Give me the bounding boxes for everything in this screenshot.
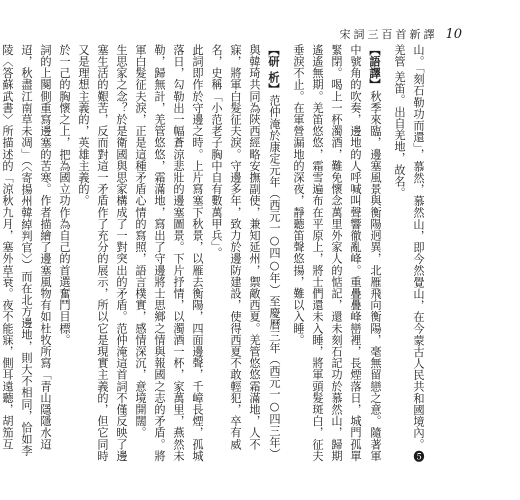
translation-label: 【語譯】 bbox=[368, 44, 382, 91]
running-header bbox=[339, 26, 462, 42]
page-number: 10 bbox=[445, 27, 462, 42]
text-body bbox=[1, 44, 428, 464]
footnote-continuation: 山。「刻石勒功而還」，慕然，慕然山，即今然覺山，在今蒙古人民共和國境內。❺羌管 羌笛。出自羌地，故名。 bbox=[393, 44, 425, 462]
analysis-paragraph: 詞的上闋側重寫邊塞的苦寒。作者描繪了邊塞風物有如杜牧所寫「青山隱隱水迢迢，秋盡江南草未凋」（〈寄揚州韓綽判官〉）而在北方邊地，則大不相同，恰如李陵〈答蘇武書〉所描述的「涼秋九月，塞外草衰。夜不能寐，側耳遠聽，胡笳互 bbox=[1, 44, 52, 457]
analysis-paragraph: 於一己的胸懷之上，把為國立功作為自己的首選奮鬥目標。 bbox=[58, 44, 71, 346]
analysis-paragraph: 此詞即作於守邊之時。上片寫塞下秋景，以雁去衡陽，四面邊聲，千嶂長煙，孤城落日，勾勒出一幅蒼涼悲壯的邊塞圖景。下片抒情，以濁酒一杯，家萬里，燕然未勒，歸無計，羌管悠悠，霜滿地，寫出了守邊將士思鄉之情與報國之志的矛盾。將軍白髮征夫淚，正是這種矛盾心情的寫照，語言樸實，感情深沉，意境開闊。 bbox=[134, 44, 204, 462]
analysis-label: 【研 析】 bbox=[267, 44, 281, 95]
analysis-paragraph: 【研 析】范仲淹於康定元年（西元一○四○年）至慶曆三年（西元一○四三年）與韓琦共同為陝西經略安撫副使，兼知延州，禦敵西夏。羌管悠悠霜滿地，人不寐，將軍白髮征夫淚。守邊多年，致力於邊防建設，使得西夏不敢輕犯，卒有威名，史稱「小范老子胸中自有數萬甲兵」。 bbox=[210, 44, 281, 460]
analysis-paragraph: 生思家之念？於是衛國與思家構成了一對突出的矛盾。范仲淹這首詞不僅反映了邊塞生活的艱苦，反而對這一矛盾作了充分的展示，所以它是現實主義的，但它同時又是理想主義的，英雄主義的。 bbox=[77, 44, 128, 462]
book-title: 宋詞三百首新譯 bbox=[339, 28, 438, 41]
translation-paragraph: 【語譯】秋季來臨，邊塞風景與衡陽迥異，北雁飛向衡陽，毫無留戀之意。隨著軍中號角的吹奏，邊地的人呼喊叫聲響徹亂峰。重疊疊峰巒裡，長煙落日，城門孤單緊閉。喝上一杯濁酒，難免懷念萬里外家人的惦記，還未刻石記功於慕然山，歸期遙遙無期。羌笛悠悠，霜雪遍布在平原上，將士們還未入睡，將軍頭髮斑白，征夫垂淚不止。在軍營漏地的深夜，靜聽笛聲悠揚，難以入睡。 bbox=[292, 44, 382, 462]
